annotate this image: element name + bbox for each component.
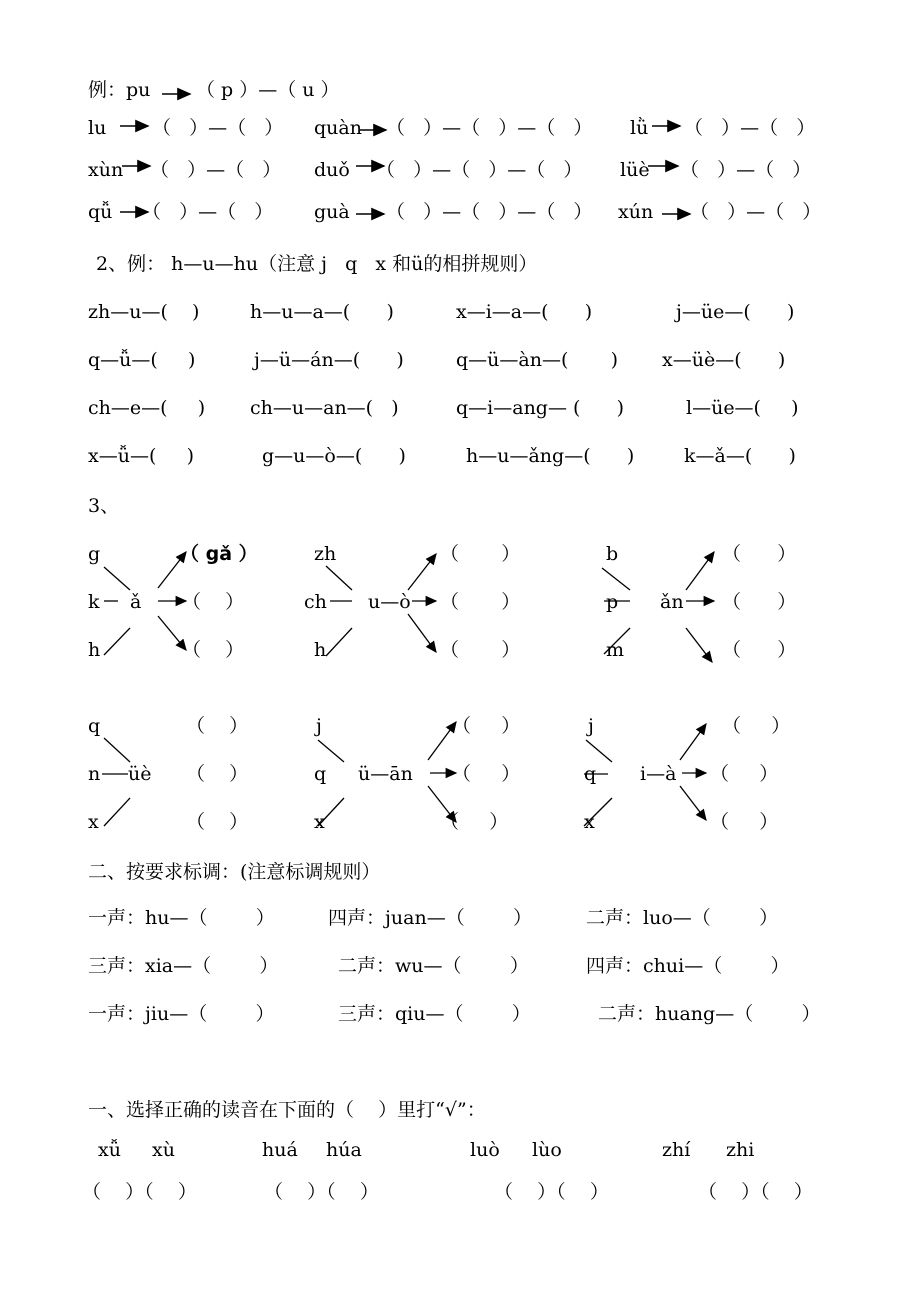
initial-letter: b [606, 543, 619, 565]
initial-letter: m [606, 639, 625, 661]
tone-item[interactable]: 四声：juan—（ ） [328, 907, 533, 929]
reading-option: zhí [662, 1139, 691, 1161]
initial-letter: q [314, 763, 327, 785]
output-blank[interactable]: （ ） [722, 639, 797, 661]
exercise-item[interactable]: x—üè—( ) [662, 349, 786, 371]
output-blank[interactable]: （ ） [452, 715, 521, 737]
exercise-item[interactable]: ch—u—an—( ) [250, 397, 399, 419]
exercise-item[interactable]: ch—e—( ) [88, 397, 206, 419]
answer-blank[interactable]: （ ）—（ ）—（ ） [386, 117, 593, 139]
initial-letter: g [88, 543, 101, 565]
final-vowel: i—à [640, 763, 677, 785]
answer-blank[interactable]: （ ）—（ ）—（ ） [376, 159, 583, 181]
section-title: 一、选择正确的读音在下面的（ ）里打“√”： [88, 1099, 486, 1121]
answer-blank[interactable]: （ ）—（ ） [152, 117, 284, 139]
example-label: 例：pu [88, 79, 151, 101]
tone-item[interactable]: 一声：jiu—（ ） [88, 1003, 275, 1025]
syllable: guà [314, 201, 350, 223]
output-blank[interactable]: （ gǎ ） [180, 543, 258, 565]
reading-option: huá [262, 1139, 298, 1161]
exercise-item[interactable]: q—i—ang— ( ) [456, 397, 625, 419]
reading-option: luò [470, 1139, 500, 1161]
output-blank[interactable]: （ ） [440, 811, 509, 833]
exercise-item[interactable]: j—üe—( ) [676, 301, 795, 323]
exercise-item[interactable]: h—u—a—( ) [250, 301, 394, 323]
initial-letter: h [314, 639, 327, 661]
initial-letter: q [88, 715, 101, 737]
exercise-item[interactable]: j—ü—án—( ) [254, 349, 404, 371]
tone-item[interactable]: 一声：hu—（ ） [88, 907, 275, 929]
answer-blank[interactable]: （ ）—（ ） [684, 117, 816, 139]
output-blank[interactable]: （ ） [722, 591, 797, 613]
syllable: quàn [314, 117, 362, 139]
tone-item[interactable]: 二声：luo—（ ） [586, 907, 779, 929]
syllable: duǒ [314, 159, 350, 181]
output-blank[interactable]: （ ） [186, 811, 249, 833]
answer-blank[interactable]: （ ）—（ ） [690, 201, 822, 223]
answer-blank[interactable]: （ ）—（ ） [150, 159, 282, 181]
section-title: 2、例： h—u—hu（注意 j q x 和ü的相拼规则） [96, 253, 538, 275]
exercise-item[interactable]: x—i—a—( ) [456, 301, 593, 323]
output-blank[interactable]: （ ） [722, 543, 797, 565]
initial-letter: x [584, 811, 595, 833]
reading-option: húa [326, 1139, 362, 1161]
reading-option: lùo [532, 1139, 562, 1161]
check-blank[interactable]: （ ）（ ） [698, 1181, 813, 1203]
check-blank[interactable]: （ ）（ ） [494, 1181, 609, 1203]
exercise-item[interactable]: l—üe—( ) [686, 397, 799, 419]
exercise-item[interactable]: k—ǎ—( ) [684, 445, 796, 467]
initial-letter: ch [304, 591, 327, 613]
initial-letter: n [88, 763, 101, 785]
reading-option: xǚ [98, 1139, 121, 1161]
output-blank[interactable]: （ ） [452, 763, 521, 785]
output-blank[interactable]: （ ） [182, 639, 245, 661]
output-blank[interactable]: （ ） [440, 543, 521, 565]
initial-letter: j [588, 715, 594, 737]
tone-item[interactable]: 二声：huang—（ ） [598, 1003, 821, 1025]
initial-letter: zh [314, 543, 337, 565]
example-answer: （ p ）—（ u ） [196, 79, 340, 101]
output-blank[interactable]: （ ） [186, 715, 249, 737]
initial-letter: x [314, 811, 325, 833]
answer-blank[interactable]: （ ）—（ ） [680, 159, 812, 181]
output-blank[interactable]: （ ） [710, 811, 779, 833]
output-blank[interactable]: （ ） [182, 591, 245, 613]
tone-item[interactable]: 四声：chui—（ ） [586, 955, 790, 977]
output-blank[interactable]: （ ） [440, 591, 521, 613]
output-blank[interactable]: （ ） [440, 639, 521, 661]
reading-option: xù [152, 1139, 175, 1161]
initial-letter: x [88, 811, 99, 833]
syllable: xún [618, 201, 654, 223]
syllable: lǜ [630, 117, 649, 139]
syllable: lu [88, 117, 107, 139]
output-blank[interactable]: （ ） [710, 763, 779, 785]
exercise-item[interactable]: zh—u—( ) [88, 301, 200, 323]
output-blank[interactable]: （ ） [722, 715, 791, 737]
tone-item[interactable]: 三声：xia—（ ） [88, 955, 279, 977]
answer-blank[interactable]: （ ）—（ ）—（ ） [386, 201, 593, 223]
exercise-item[interactable]: q—ü—àn—( ) [456, 349, 619, 371]
final-vowel: u—ò [368, 591, 411, 613]
check-blank[interactable]: （ ）（ ） [82, 1181, 197, 1203]
section-title: 二、按要求标调：(注意标调规则） [88, 861, 381, 883]
initial-letter: p [606, 591, 619, 613]
final-vowel: ǎ [130, 591, 142, 613]
initial-letter: h [88, 639, 101, 661]
exercise-item[interactable]: g—u—ò—( ) [262, 445, 406, 467]
check-blank[interactable]: （ ）（ ） [264, 1181, 379, 1203]
initial-letter: k [88, 591, 100, 613]
initial-letter: j [316, 715, 322, 737]
final-vowel: üè [128, 763, 152, 785]
exercise-item[interactable]: h—u—ǎng—( ) [466, 445, 635, 467]
reading-option: zhi [726, 1139, 755, 1161]
final-vowel: ü—ān [358, 763, 413, 785]
exercise-item[interactable]: x—ǚ—( ) [88, 445, 194, 467]
output-blank[interactable]: （ ） [186, 763, 249, 785]
tone-item[interactable]: 三声：qiu—（ ） [338, 1003, 531, 1025]
syllable: xùn [88, 159, 124, 181]
exercise-item[interactable]: q—ǚ—( ) [88, 349, 196, 371]
tone-item[interactable]: 二声：wu—（ ） [338, 955, 529, 977]
initial-letter: q [584, 763, 597, 785]
syllable: qǚ [88, 201, 113, 223]
final-vowel: ǎn [660, 591, 684, 613]
section-title: 3、 [88, 495, 120, 517]
answer-blank[interactable]: （ ）—（ ） [142, 201, 274, 223]
syllable: lüè [620, 159, 650, 181]
